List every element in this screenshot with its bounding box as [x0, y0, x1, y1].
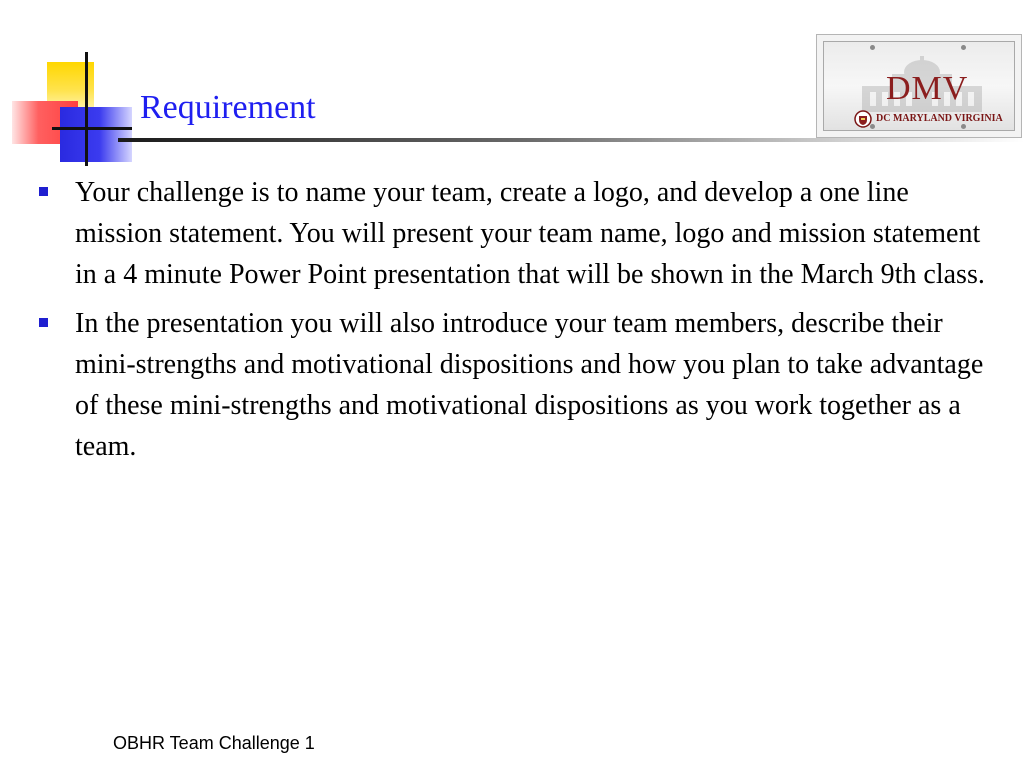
square-bullet-icon — [39, 187, 48, 196]
vertical-line — [85, 52, 88, 166]
slide-title: Requirement — [140, 89, 316, 126]
bullet-list — [36, 172, 996, 475]
dmv-logo — [816, 34, 1022, 138]
slide-footer: OBHR Team Challenge 1 — [113, 733, 315, 753]
bullet-text: Your challenge is to name your team, create a logo, and develop a one line mission statement. You will present your team name, logo and mission statement in a 4 minute Power Point presentation that will be shown in the March 9th class. — [75, 177, 985, 290]
logo-corner-dot — [961, 45, 966, 50]
blue-rectangle — [60, 107, 132, 162]
bullet-text: In the presentation you will also introduce your team members, describe their mini-strengths and motivational dispositions and how you plan to take advantage of these mini-strengths and motivational dispositions as you work together as a team. — [75, 308, 984, 462]
logo-main-text: DMV — [886, 70, 969, 107]
seal-icon — [854, 110, 872, 128]
square-bullet-icon — [39, 318, 48, 327]
title-underline — [118, 138, 1024, 142]
corner-decoration — [0, 0, 160, 170]
logo-frame — [823, 41, 1015, 131]
logo-sub-text: DC MARYLAND VIRGINIA — [876, 113, 1003, 124]
horizontal-line — [52, 127, 132, 130]
list-item — [36, 303, 996, 467]
logo-corner-dot — [870, 45, 875, 50]
list-item — [36, 172, 996, 295]
